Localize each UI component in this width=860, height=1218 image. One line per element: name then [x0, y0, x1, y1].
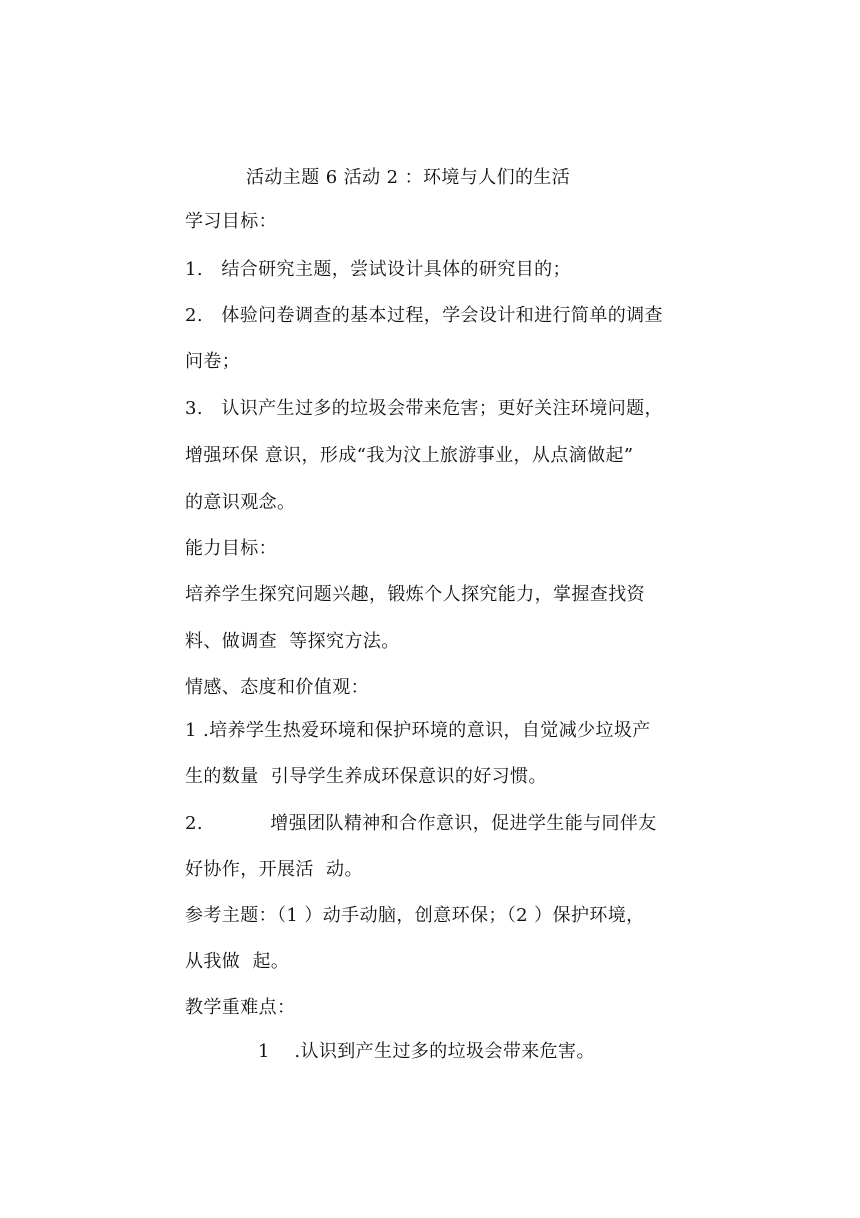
text-line: 好协作，开展活 动。 [185, 859, 363, 880]
text-line: 生的数量 引导学生养成环保意识的好习惯。 [185, 766, 547, 787]
text-line: 问卷； [185, 351, 241, 372]
document-title: 活动主题 6 活动 2 ：环境与人们的生活 [246, 167, 571, 188]
list-item: 1 .培养学生热爱环境和保护环境的意识，自觉减少垃圾产 [185, 720, 651, 741]
text-line: 料、做调查 等探究方法。 [185, 631, 400, 652]
list-item: 3. 认识产生过多的垃圾会带来危害；更好关注环境问题， [185, 398, 663, 419]
text-line: 增强环保 意识，形成“我为汶上旅游事业，从点滴做起” [185, 445, 634, 466]
section-heading-ability-goals: 能力目标： [185, 538, 277, 559]
list-item: 2. 增强团队精神和合作意识，促进学生能与同伴友 [185, 813, 657, 834]
list-item: 1. 结合研究主题，尝试设计具体的研究目的； [185, 259, 571, 280]
section-heading-key-points: 教学重难点： [185, 997, 296, 1018]
list-item: 1 .认识到产生过多的垃圾会带来危害。 [258, 1041, 595, 1062]
text-line: 从我做 起。 [185, 951, 290, 972]
text-line: 培养学生探究问题兴趣，锻炼个人探究能力，掌握查找资 [185, 584, 645, 605]
text-line: 的意识观念。 [185, 492, 296, 513]
section-heading-learning-goals: 学习目标： [185, 211, 277, 232]
reference-topics: 参考主题：（1 ）动手动脑，创意环保；（2 ）保护环境， [185, 905, 645, 926]
section-heading-values: 情感、态度和价值观： [185, 677, 369, 698]
list-item: 2. 体验问卷调查的基本过程，学会设计和进行简单的调查 [185, 305, 663, 326]
